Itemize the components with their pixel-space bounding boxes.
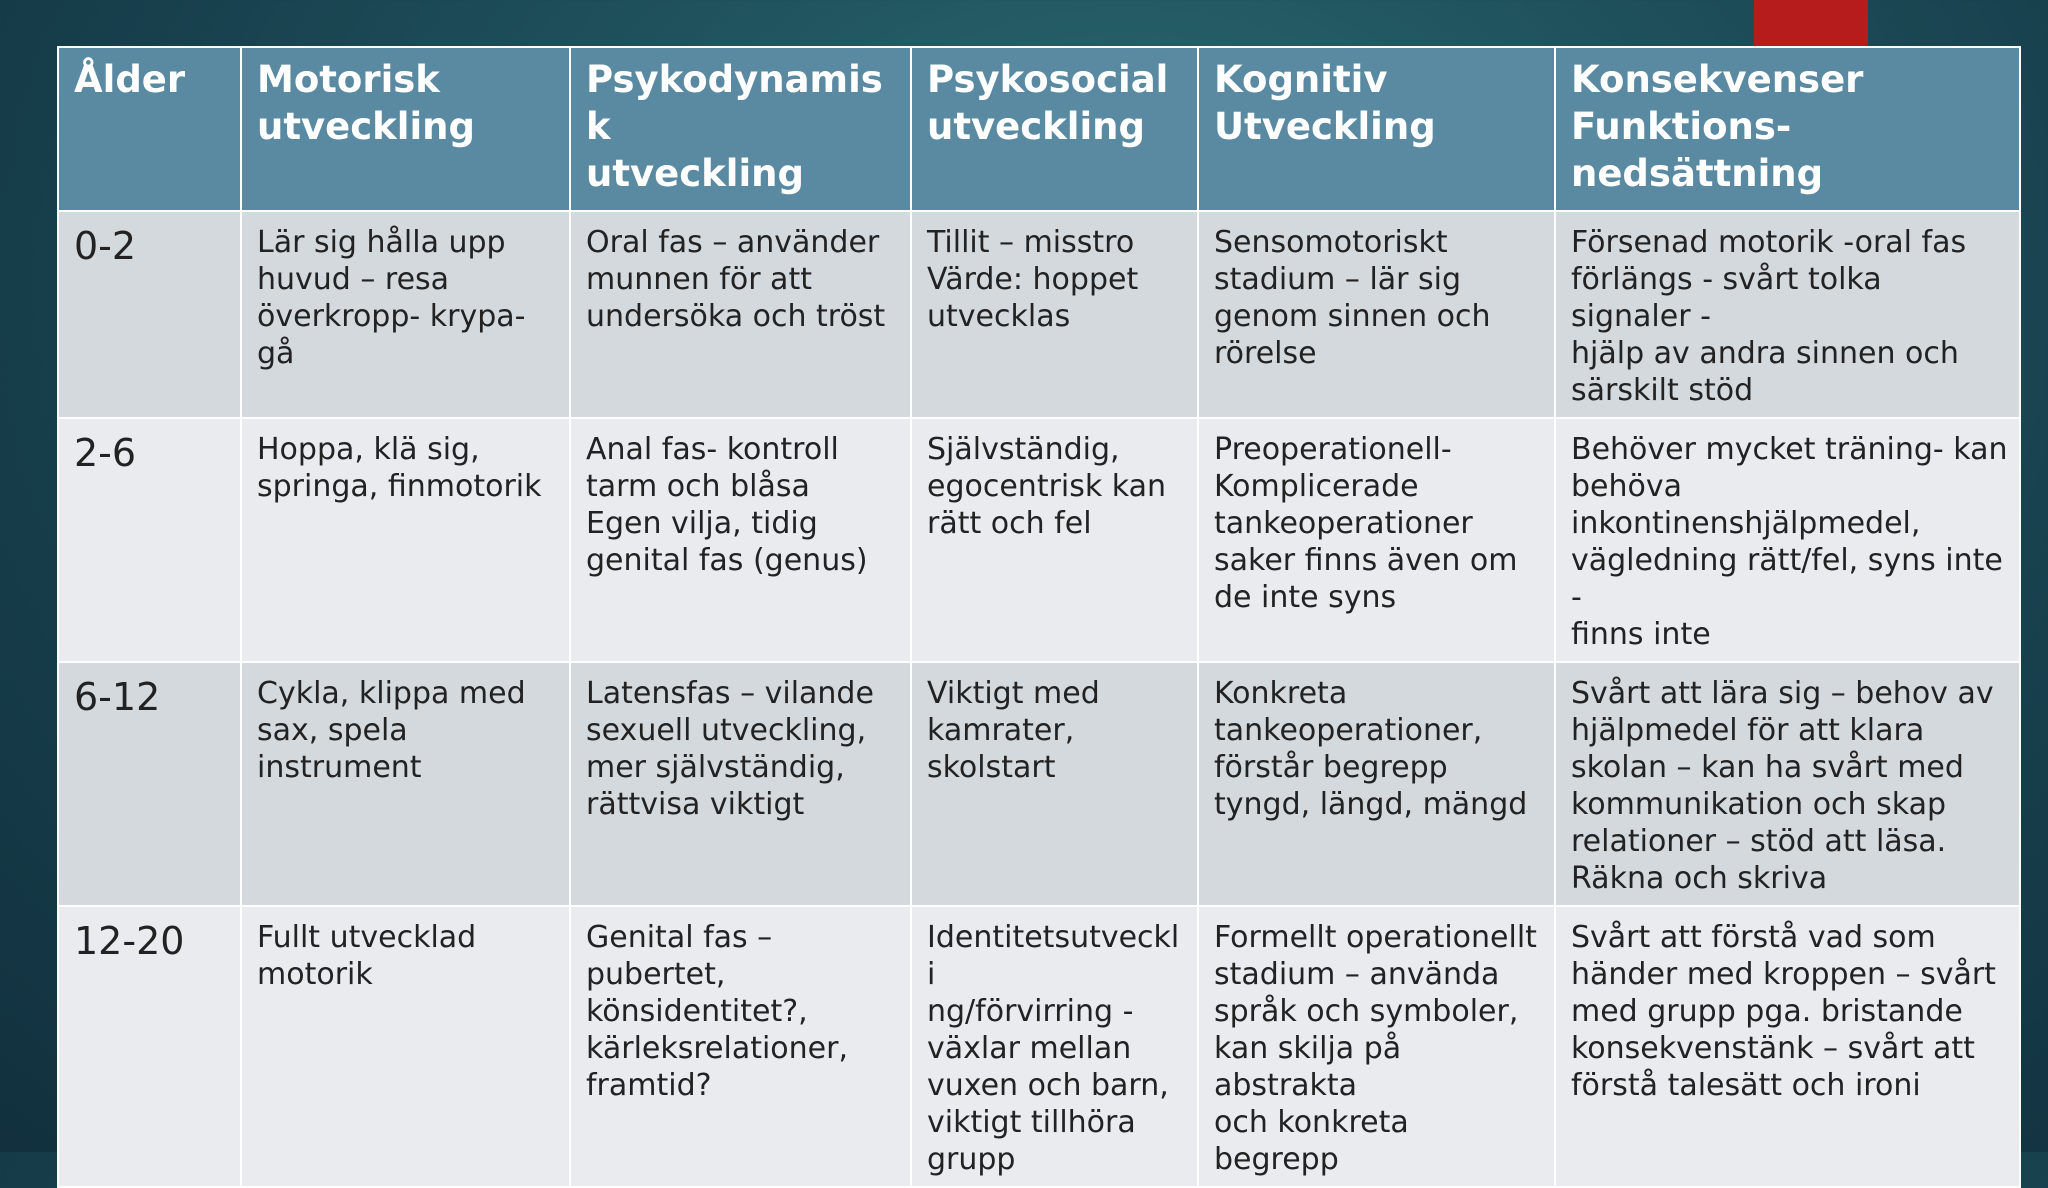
- age-cell: 6-12: [58, 662, 241, 906]
- motorisk-cell: Cykla, klippa med sax, spela instrument: [241, 662, 570, 906]
- table-row: [58, 906, 2020, 1187]
- header-alder: Ålder: [58, 47, 241, 211]
- psykosocial-cell: Identitetsutveckli ng/förvirring - växlar mellan vuxen och barn, viktigt tillhöra grupp: [911, 906, 1198, 1187]
- konsekvenser-cell: Försenad motorik -oral fas förlängs - svårt tolka signaler - hjälp av andra sinnen och särskilt stöd: [1555, 211, 2020, 418]
- header-kognitiv: Kognitiv Utveckling: [1198, 47, 1555, 211]
- table-row: [58, 211, 2020, 418]
- motorisk-cell: Lär sig hålla upp huvud – resa överkropp- krypa- gå: [241, 211, 570, 418]
- table-row: [58, 418, 2020, 662]
- age-cell: 12-20: [58, 906, 241, 1187]
- psykodynamisk-cell: Anal fas- kontroll tarm och blåsa Egen vilja, tidig genital fas (genus): [570, 418, 911, 662]
- header-row: [58, 47, 2020, 211]
- kognitiv-cell: Preoperationell- Komplicerade tankeoperationer saker finns även om de inte syns: [1198, 418, 1555, 662]
- motorisk-cell: Fullt utvecklad motorik: [241, 906, 570, 1187]
- psykodynamisk-cell: Genital fas – pubertet, könsidentitet?, kärleksrelationer, framtid?: [570, 906, 911, 1187]
- header-psykosocial: Psykosocial utveckling: [911, 47, 1198, 211]
- kognitiv-cell: Formellt operationellt stadium – använda språk och symboler, kan skilja på abstrakta och konkreta begrepp: [1198, 906, 1555, 1187]
- kognitiv-cell: Konkreta tankeoperationer, förstår begrepp tyngd, längd, mängd: [1198, 662, 1555, 906]
- age-cell: 2-6: [58, 418, 241, 662]
- psykosocial-cell: Självständig, egocentrisk kan rätt och fel: [911, 418, 1198, 662]
- psykodynamisk-cell: Oral fas – använder munnen för att undersöka och tröst: [570, 211, 911, 418]
- motorisk-cell: Hoppa, klä sig, springa, finmotorik: [241, 418, 570, 662]
- psykosocial-cell: Viktigt med kamrater, skolstart: [911, 662, 1198, 906]
- kognitiv-cell: Sensomotoriskt stadium – lär sig genom sinnen och rörelse: [1198, 211, 1555, 418]
- konsekvenser-cell: Behöver mycket träning- kan behöva inkontinenshjälpmedel, vägledning rätt/fel, syns inte - finns inte: [1555, 418, 2020, 662]
- red-accent-bar: [1754, 0, 1868, 46]
- psykodynamisk-cell: Latensfas – vilande sexuell utveckling, mer självständig, rättvisa viktigt: [570, 662, 911, 906]
- age-cell: 0-2: [58, 211, 241, 418]
- psykosocial-cell: Tillit – misstro Värde: hoppet utvecklas: [911, 211, 1198, 418]
- konsekvenser-cell: Svårt att förstå vad som händer med kroppen – svårt med grupp pga. bristande konsekvenstänk – svårt att förstå talesätt och ironi: [1555, 906, 2020, 1187]
- development-table: [57, 46, 2021, 1188]
- header-motorisk: Motorisk utveckling: [241, 47, 570, 211]
- header-psykodynamisk: Psykodynamisk utveckling: [570, 47, 911, 211]
- konsekvenser-cell: Svårt att lära sig – behov av hjälpmedel för att klara skolan – kan ha svårt med kommunikation och skap relationer – stöd att läsa. Räkna och skriva: [1555, 662, 2020, 906]
- table-row: [58, 662, 2020, 906]
- header-konsekvenser: Konsekvenser Funktions- nedsättning: [1555, 47, 2020, 211]
